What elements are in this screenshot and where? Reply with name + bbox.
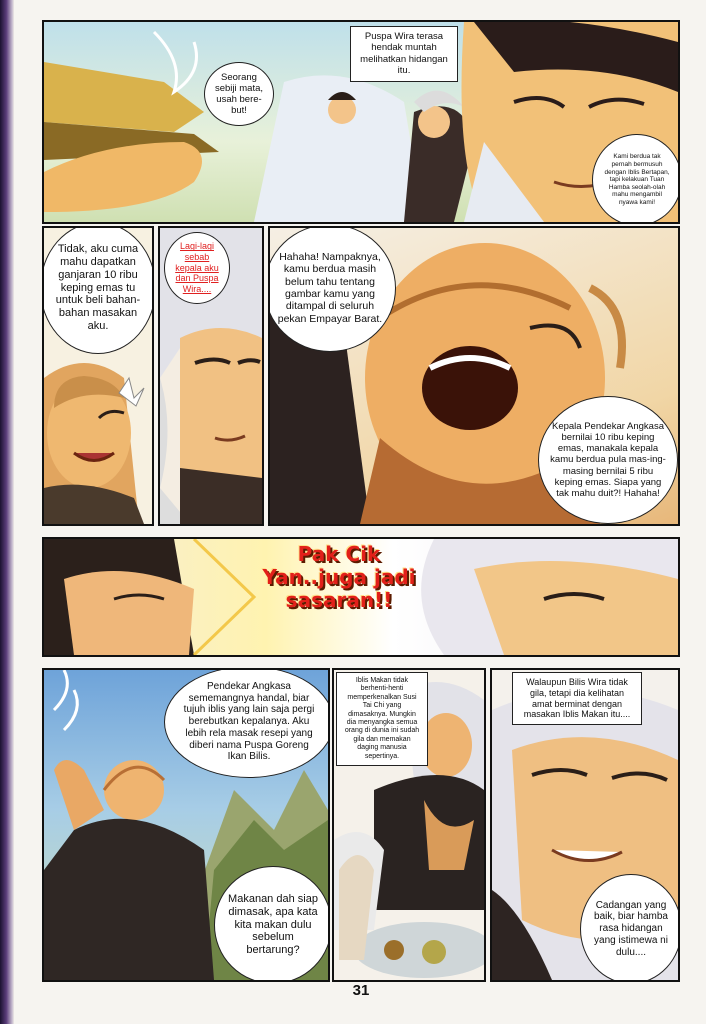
panel-4-speech-left: Hahaha! Nampaknya, kamu berdua masih belum tahu tentang gambar kamu yang ditampal di seluruh pekan Empayar Barat. [268, 226, 396, 352]
panel-5-sfx-line-2: Yan..juga jadi [262, 565, 416, 589]
panel-7-caption: Iblis Makan tidak berhenti-henti memperkenalkan Susi Tai Chi yang dimasaknya. Mungkin dia menyangka semua orang di dunia ini sudah gila dan memakan daging manusia sepertinya. [336, 672, 428, 766]
panel-8-speech: Cadangan yang baik, biar hamba rasa hidangan yang istimewa ni dulu.... [580, 874, 680, 982]
panel-7 [332, 668, 486, 982]
panel-1 [42, 20, 680, 224]
panel-1-speech-right: Kami berdua tak pernah bermusuh dengan Iblis Bertapan, tapi kelakuan Tuan Hamba seolah-olah mahu mengambil nyawa kami! [592, 134, 680, 224]
panel-4 [268, 226, 680, 526]
binding-edge [0, 0, 14, 1024]
panel-8 [490, 668, 680, 982]
panel-5-sfx-line-1: Pak Cik [297, 542, 381, 566]
page-number: 31 [352, 982, 370, 999]
panel-2 [42, 226, 154, 526]
panel-2-speech: Tidak, aku cuma mahu dapatkan ganjaran 10 ribu keping emas tu untuk beli bahan-bahan masakan aku. [42, 226, 154, 354]
panel-6-speech-bottom: Makanan dah siap dimasak, apa kata kita makan dulu sebelum bertarung? [214, 866, 330, 982]
panel-5-sfx [224, 543, 454, 612]
panel-3 [158, 226, 264, 526]
panel-1-speech-left: Seorang sebiji mata, usah bere-but! [204, 62, 274, 126]
panel-5-sfx-line-3: sasaran!! [285, 588, 393, 612]
panel-1-caption: Puspa Wira terasa hendak muntah melihatkan hidangan itu. [350, 26, 458, 82]
panel-8-caption: Walaupun Bilis Wira tidak gila, tetapi dia kelihatan amat berminat dengan masakan Iblis Makan itu.... [512, 672, 642, 725]
panel-3-speech-text: Lagi-lagi sebab kepala aku dan Puspa Wira.... [175, 241, 219, 294]
panel-6 [42, 668, 330, 982]
panel-6-speech-top: Pendekar Angkasa sememangnya handal, biar tujuh iblis yang lain saja pergi berebutkan kepalanya. Aku lebih rela masak resepi yang diberi nama Puspa Goreng Ikan Bilis. [164, 668, 330, 778]
panel-4-speech-right: Kepala Pendekar Angkasa bernilai 10 ribu keping emas, manakala kepala kamu berdua pula mas-ing-masing bernilai 5 ribu keping emas. Siapa yang tak mahu duit?! Hahaha! [538, 396, 678, 524]
panel-3-speech [164, 232, 230, 304]
panel-5 [42, 537, 680, 657]
